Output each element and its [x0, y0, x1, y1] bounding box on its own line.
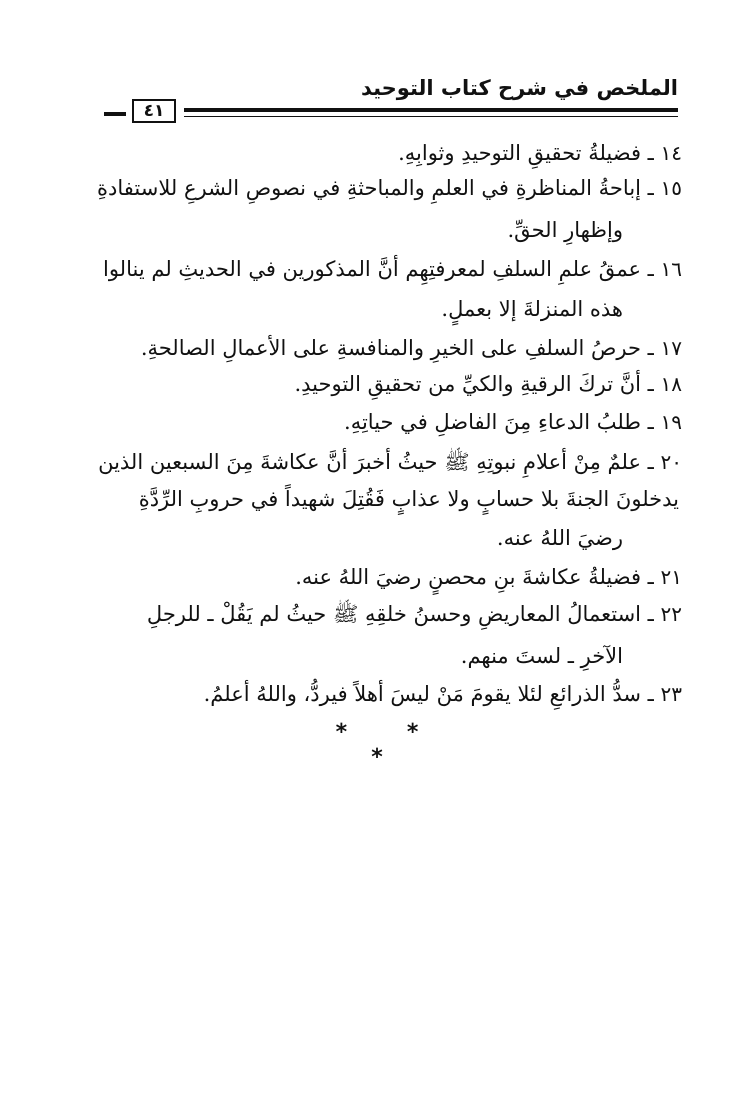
dash: ـ — [641, 450, 654, 474]
page-number: ٤١ — [132, 99, 176, 123]
item-text: طلبُ الدعاءِ مِنَ الفاضلِ في حياتِهِ. — [344, 410, 641, 434]
item-text: هذه المنزلةَ إلا بعملٍ. — [441, 297, 623, 321]
section-separator: * * * — [335, 720, 445, 770]
list-item-15-cont — [507, 215, 623, 245]
list-item-22-cont — [461, 641, 623, 671]
item-number: ٢٠ — [660, 450, 682, 474]
dash: ـ — [641, 257, 654, 281]
item-number: ١٨ — [660, 372, 682, 396]
list-item-20-cont-2 — [497, 523, 623, 553]
list-item-20-cont-1 — [139, 484, 679, 514]
list-item-15 — [97, 173, 682, 203]
list-item-22 — [147, 599, 682, 629]
item-number: ١٦ — [660, 257, 682, 281]
list-item-20 — [98, 447, 682, 477]
list-item-18 — [294, 369, 682, 399]
item-text: الآخرِ ـ لستَ منهم. — [460, 644, 623, 668]
dash: ـ — [641, 682, 654, 706]
item-number: ٢٢ — [660, 602, 682, 626]
item-text: رضيَ اللهُ عنه. — [496, 526, 623, 550]
list-item-17 — [141, 333, 682, 363]
item-text: يدخلونَ الجنةَ بلا حسابٍ ولا عذابٍ فَقُتِلَ شهيداً في حروبِ الرِّدَّةِ — [138, 487, 679, 511]
item-number: ١٧ — [660, 336, 682, 360]
item-text: فضيلةُ عكاشةَ بنِ محصنٍ رضيَ اللهُ عنه. — [295, 565, 641, 589]
item-text: سدُّ الذرائعِ لئلا يقومَ مَنْ ليسَ أهلاً فيردُّ، واللهُ أعلمُ. — [203, 682, 641, 706]
item-text: علمٌ مِنْ أعلامِ نبوتِهِ ﷺ حيثُ أخبرَ أنَّ عكاشةَ مِنَ السبعين الذين — [98, 450, 641, 474]
list-item-21 — [295, 562, 682, 592]
list-item-16-cont — [441, 294, 623, 324]
item-number: ٢١ — [660, 565, 682, 589]
item-text: فضيلةُ تحقيقِ التوحيدِ وثوابِهِ. — [398, 141, 641, 165]
dash: ـ — [641, 410, 654, 434]
item-text: إباحةُ المناظرةِ في العلمِ والمباحثةِ في نصوصِ الشرعِ للاستفادةِ — [97, 176, 641, 200]
item-text: حرصُ السلفِ على الخيرِ والمنافسةِ على الأعمالِ الصالحةِ. — [140, 336, 641, 360]
dash: ـ — [641, 336, 654, 360]
item-number: ١٩ — [660, 410, 682, 434]
list-item-16 — [103, 254, 682, 284]
item-text: استعمالُ المعاريضِ وحسنُ خلقِهِ ﷺ حيثُ لم يَقُلْ ـ للرجلِ — [146, 602, 641, 626]
item-number: ١٥ — [660, 176, 682, 200]
dash: ـ — [641, 602, 654, 626]
running-title: الملخص في شرح كتاب التوحيد — [360, 76, 678, 100]
item-number: ٢٣ — [660, 682, 682, 706]
dash: ـ — [641, 565, 654, 589]
item-number: ١٤ — [660, 141, 682, 165]
dash: ـ — [641, 141, 654, 165]
item-text: وإظهارِ الحقِّ. — [507, 218, 623, 242]
dash: ـ — [641, 176, 654, 200]
list-item-23 — [204, 679, 682, 709]
item-text: عمقُ علمِ السلفِ لمعرفتِهِم أنَّ المذكورين في الحديثِ لم ينالوا — [103, 257, 641, 281]
list-item-19 — [344, 407, 682, 437]
dash: ـ — [641, 372, 654, 396]
item-text: أنَّ تركَ الرقيةِ والكيِّ من تحقيقِ التوحيدِ. — [294, 372, 641, 396]
list-item-14 — [398, 138, 682, 168]
